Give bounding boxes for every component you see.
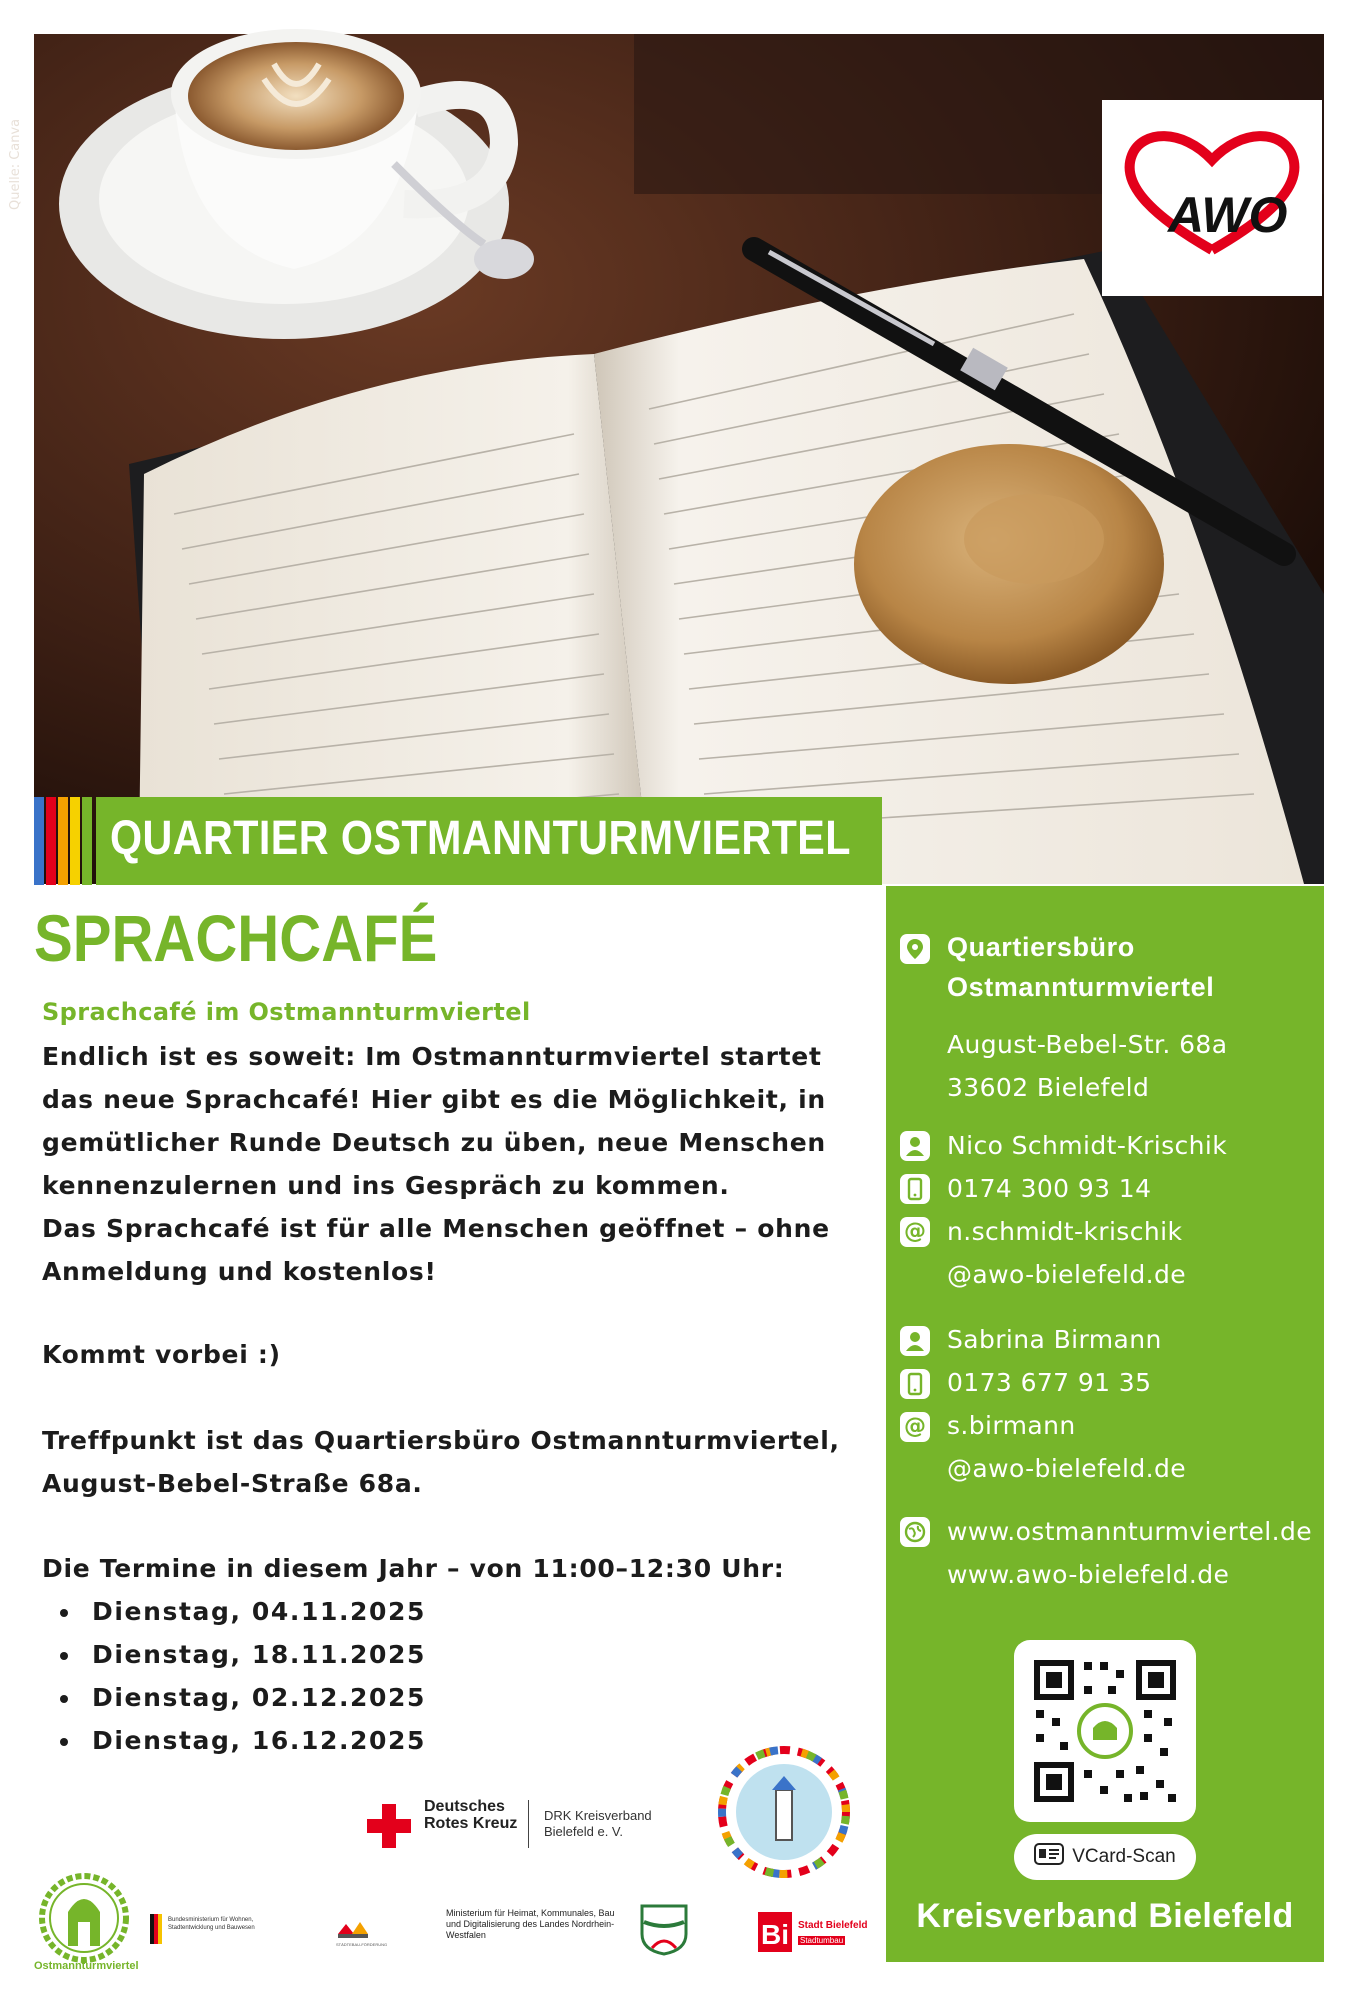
list-item: Dienstag, 16.12.2025	[42, 1719, 426, 1762]
at-sign-icon: @	[900, 1412, 930, 1442]
office-name-line1: Quartiersbüro	[947, 932, 1135, 962]
vcard-icon	[1034, 1843, 1064, 1871]
subheading: Sprachcafé im Ostmannturmviertel	[42, 998, 531, 1026]
intro-line: Das Sprachcafé ist für alle Menschen geöffnet – ohne	[42, 1214, 830, 1243]
person-icon	[900, 1326, 930, 1356]
children-globe-icon	[714, 1742, 854, 1882]
address-street: August-Bebel-Str. 68a	[947, 1030, 1228, 1059]
list-item: Dienstag, 04.11.2025	[42, 1590, 426, 1633]
photo-source-text: Quelle: Canva	[8, 118, 23, 210]
drk-divider	[528, 1800, 529, 1848]
stripe	[58, 797, 68, 885]
mobile-phone-icon	[900, 1174, 930, 1204]
nrw-shield-icon	[640, 1904, 688, 1956]
bmwsb-logo	[148, 1910, 288, 1960]
vcard-label: VCard-Scan	[1072, 1846, 1176, 1867]
stadt-bielefeld-logo	[758, 1908, 878, 1958]
bmwsb-text: Bundesministerium für Wohnen, Stadtentwicklung und Bauwesen	[168, 1917, 255, 1931]
bielefeld-sub: Stadtumbau	[800, 1936, 844, 1945]
mhkbd-text: Ministerium für Heimat, Kommunales, Bau und Digitalisierung des Landes Nordrhein-Westfalen	[446, 1908, 615, 1940]
awo-heart-icon	[1102, 100, 1322, 296]
intro-line: Anmeldung und kostenlos!	[42, 1257, 437, 1286]
sidebar-footer: Kreisverband Bielefeld	[916, 1897, 1294, 1935]
ostmann-logo-label: Ostmannturmviertel	[34, 1960, 139, 1972]
ostmannturmviertel-logo	[34, 1870, 139, 1980]
contact1-email-line1[interactable]: n.schmidt-krischik	[947, 1217, 1183, 1246]
bielefeld-text: Stadt Bielefeld	[798, 1920, 868, 1931]
stripe	[46, 797, 56, 885]
contact1-phone[interactable]: 0174 300 93 14	[947, 1174, 1152, 1203]
page-title: SPRACHCAFÉ	[34, 901, 438, 975]
mhkbd-nrw-logo	[446, 1908, 626, 1956]
come-by-text: Kommt vorbei :)	[42, 1340, 281, 1369]
contact2-email-line2[interactable]: @awo-bielefeld.de	[947, 1454, 1187, 1483]
intro-line: gemütlicher Runde Deutsch zu üben, neue Menschen	[42, 1128, 826, 1157]
list-item: Dienstag, 02.12.2025	[42, 1676, 426, 1719]
contact1-name: Nico Schmidt-Krischik	[947, 1131, 1228, 1160]
web-link-awo[interactable]: www.awo-bielefeld.de	[947, 1560, 1230, 1589]
stripe	[70, 797, 80, 885]
mobile-phone-icon	[900, 1369, 930, 1399]
contact2-email-line1[interactable]: s.birmann	[947, 1411, 1076, 1440]
stripe	[82, 797, 92, 885]
awo-logo	[1102, 100, 1322, 296]
nrw-coat-of-arms-logo	[640, 1904, 688, 1956]
staedtebaufoerderung-logo	[334, 1910, 388, 1950]
houses-icon	[334, 1910, 388, 1950]
location-pin-icon	[900, 934, 930, 964]
meeting-line: August-Bebel-Straße 68a.	[42, 1469, 423, 1498]
person-icon	[900, 1131, 930, 1161]
drk-sub: DRK Kreisverband Bielefeld e. V.	[544, 1808, 652, 1839]
intro-line: kennenzulernen und ins Gespräch zu kommen.	[42, 1171, 730, 1200]
intro-line: Endlich ist es soweit: Im Ostmannturmviertel startet	[42, 1042, 822, 1071]
dates-list	[42, 1590, 426, 1762]
svg-text:Bi: Bi	[761, 1919, 789, 1950]
stf-text: STÄDTEBAU-FÖRDERUNG	[336, 1942, 388, 1947]
title-bar	[96, 797, 882, 885]
dates-heading: Die Termine in diesem Jahr – von 11:00–12:30 Uhr:	[42, 1554, 785, 1583]
intro-paragraph	[42, 1035, 862, 1293]
red-cross-icon-bar	[367, 1819, 411, 1833]
children-circle-logo	[714, 1742, 854, 1882]
qr-code-icon	[1014, 1640, 1196, 1822]
drk-name: Deutsches Rotes Kreuz	[424, 1798, 518, 1832]
awo-wordmark: AWO	[1168, 187, 1288, 243]
intro-line: das neue Sprachcafé! Hier gibt es die Möglichkeit, in	[42, 1085, 826, 1114]
tower-badge-icon	[34, 1870, 134, 1962]
federal-eagle-icon	[150, 1914, 164, 1944]
list-item: Dienstag, 18.11.2025	[42, 1633, 426, 1676]
color-stripes	[34, 797, 96, 885]
photo-source-label	[0, 90, 30, 210]
drk-logo	[364, 1794, 674, 1854]
meeting-point-paragraph	[42, 1419, 862, 1505]
contact2-name: Sabrina Birmann	[947, 1325, 1162, 1354]
vcard-qr-code[interactable]	[1014, 1640, 1196, 1822]
contact2-phone[interactable]: 0173 677 91 35	[947, 1368, 1152, 1397]
office-name-line2: Ostmannturmviertel	[947, 972, 1215, 1002]
address-city: 33602 Bielefeld	[947, 1073, 1150, 1102]
contact1-email-line2[interactable]: @awo-bielefeld.de	[947, 1260, 1187, 1289]
globe-icon	[900, 1517, 930, 1547]
title-bar-text: QUARTIER OSTMANNTURMVIERTEL	[110, 812, 851, 865]
meeting-line: Treffpunkt ist das Quartiersbüro Ostmannturmviertel,	[42, 1426, 840, 1455]
vcard-scan-button[interactable]	[1014, 1834, 1196, 1880]
at-sign-icon: @	[900, 1217, 930, 1247]
web-link-ostmannturmviertel[interactable]: www.ostmannturmviertel.de	[947, 1517, 1313, 1546]
stripe	[34, 797, 44, 885]
bielefeld-bi-icon	[758, 1912, 792, 1952]
